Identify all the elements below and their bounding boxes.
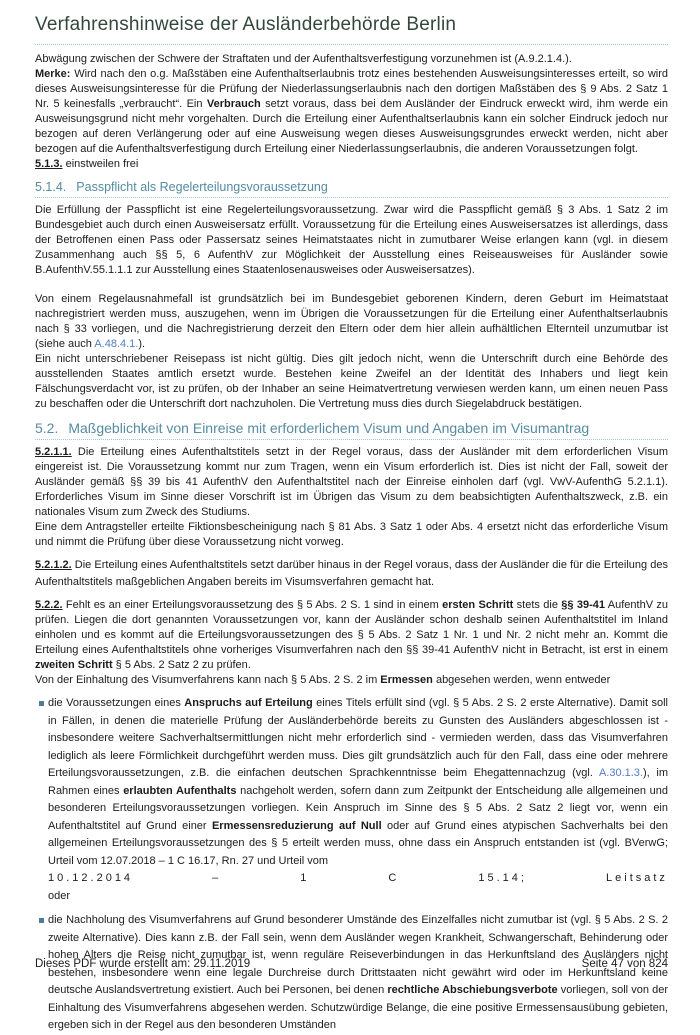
text-segment: Fehlt es an einer Erteilungsvoraussetzung des § 5 Abs. 2 S. 1 sind in einem (62, 599, 443, 611)
text-segment: Die Erteilung eines Aufenthaltstitels setzt in der Regel voraus, dass der Ausländer mit dem erforderlichen Visum eingereist ist. Die Voraussetzung kommt nur zum Tragen, wenn ein Visum erforderlich ist. Dies ist nicht der Fall, soweit der Ausländer gemäß §§ 39 bis 41 AufenthV den Aufenthaltstitel nach der Einreise einholen darf (vgl. VwV-AufenthG 5.2.1.1). Erforderliches Visum im Sinne dieser Vorschrift ist im Übrigen das Visum zu dem beabsichtigten Aufenthaltszweck, z.B. ein nationales Visum zum Zweck des Studiums. (35, 446, 668, 518)
text-segment: Ein nicht unterschriebener Reisepass ist nicht gültig. Dies gilt jedoch nicht, wenn die Unterschrift durch eine Behörde des ausstellenden Staates amtlich ersetzt wurde. Bestehen keine Zweifel an der Identität des Inhabers und liegt kein Fälschungsverdacht vor, ist zu prüfen, ob der Inhaber an seine Heimatvertretung verwiesen werden kann, um einen neuen Pass zu beschaffen oder die Unterschrift dort nachzuholen. Die Vertretung muss dies durch Siegelabdruck bestätigen. (35, 353, 668, 410)
footer-page-number: Seite 47 von 824 (581, 958, 668, 970)
text-segment: stets die (513, 599, 562, 611)
paragraph (35, 445, 668, 550)
text-segment: vorliegen, soll von der Einhaltung des Visumverfahrens abgesehen werden. Schutzwürdige Belange, die eine positive Ermessensausübung gebieten, ergeben sich in der Regel aus den besonderen Umständen (48, 984, 668, 1031)
page-footer (35, 958, 668, 970)
bullet-square-icon (39, 701, 44, 706)
text-segment: Merke: (35, 68, 71, 80)
text-segment: ), im Rahmen eines (48, 767, 668, 797)
text-segment: die Nachholung des Visumverfahrens auf Grund besonderer Umstände des Einzelfalles nicht zumutbar ist (vgl. § 5 Abs. 2 S. 2 zweite Alternative). Dies kann z.B. der Fall sein, wenn dem Ausländer wegen Krankheit, Schwangerschaft, Behinderung oder hohen Alters die Reise nicht zumutbar ist, wenn reguläre Reiseverbindungen in das Herkunftsland des Ausländers nicht bestehen, insbesondere wenn eine legale Durchreise durch Drittstaaten nicht gewährt wird oder im Herkunftsland keine deutsche Auslandsvertretung existiert. Auch bei Personen, bei denen (48, 914, 668, 996)
text-segment: Leitsatz (606, 872, 668, 884)
text-segment: Eine dem Antragsteller erteilte Fiktionsbescheinigung nach § 81 Abs. 3 Satz 1 oder Abs. 4 ersetzt nicht das erforderliche Visum und nimmt die Prüfung über diese Voraussetzung nicht vorweg. (35, 521, 668, 548)
text-segment: abgesehen werden, wenn entweder (432, 674, 611, 686)
text-segment: Von der Einhaltung des Visumverfahrens kann nach § 5 Abs. 2 S. 2 im (35, 674, 381, 686)
text-segment: Wird nach den o.g. Maßstäben eine Aufenthaltserlaubnis trotz eines bestehenden Ausweisungsinteresses erteilt, so wird dieses Ausweisungsinteresse für die Prüfung der Niederlassungserlaubnis nach den dortigen Maßstäben des § 9 Abs. 2 Satz 1 Nr. 5 keinesfalls „verbraucht“. Ein (35, 68, 668, 110)
text-segment: – (212, 872, 222, 884)
text-segment: eines Titels erfüllt sind (vgl. § 5 Abs. 2 S. 2 erste Alternative). Damit soll in Fällen, in denen die materielle Prüfung der Ausländerbehörde bereits zu Gunsten des Ausländers abgeschlossen ist - insbesondere weitere Sachverhaltsermittlungen nicht mehr erforderlich sind - vermieden werden, dass das Visumverfahren lediglich als leere Förmlichkeit durchgeführt werden muss. Dies gilt grundsätzlich auch für den Fall, dass eine oder mehrere Erteilungsvoraussetzungen, z.B. die einfachen deutschen Sprachkenntnisse beim Ehegattennachzug (vgl. (48, 697, 668, 779)
text-segment: oder auf Grund eines atypischen Sachverhalts bei den allgemeinen Erteilungsvoraussetzungen des § 5 erteilt werden muss, ohne dass ein Anspruch entstanden ist (vgl. BVerwG; Urteil vom 12.07.2018 – 1 C 16.17, Rn. 27 und Urteil vom (48, 819, 668, 867)
paragraph (35, 52, 668, 157)
document-body (35, 52, 668, 1035)
text-segment: 5.2.1.1. (35, 446, 72, 458)
text-segment: §§ 39-41 (561, 599, 606, 611)
text-segment: Ermessen (380, 674, 433, 686)
paragraph (35, 157, 668, 172)
text-segment: 10.12.2014 (48, 872, 134, 884)
page-title: Verfahrenshinweise der Ausländerbehörde Berlin (35, 10, 668, 45)
text-segment: nachgeholt werden, sofern dann zum Zeitpunkt der Entscheidung alle allgemeinen und besonderen Erteilungsvoraussetzungen vorliegen. Kein Anspruch im Sinne des § 5 Abs. 2 Satz 2 liegt vor, wenn ein Aufenthaltstitel auf Grund einer (48, 784, 668, 832)
section-number: 5.2. (35, 420, 59, 436)
paragraph (35, 557, 668, 591)
section-number: 5.1.4. (35, 180, 67, 194)
text-segment: erlaubten Aufenthalts (123, 784, 237, 797)
text-segment: einstweilen frei (62, 158, 139, 170)
text-segment: die Voraussetzungen eines (48, 697, 185, 709)
text-segment: Ermessensreduzierung auf Null (211, 819, 382, 832)
bullet-item (35, 695, 668, 905)
cross-reference-link[interactable]: A.30.1.3. (598, 767, 643, 779)
text-segment: Anspruchs auf Erteilung (184, 697, 313, 709)
text-segment: § 5 Abs. 2 Satz 2 zu prüfen. (112, 659, 251, 671)
text-segment: zweiten Schritt (35, 659, 113, 671)
blank-line (35, 278, 668, 292)
text-segment: Abwägung zwischen der Schwere der Straftaten und der Aufenthaltsverfestigung vorzunehmen ist (A.9.2.1.4.). (35, 53, 572, 65)
text-segment: 1 (300, 872, 310, 884)
footer-created-date: Dieses PDF wurde erstellt am: 29.11.2019 (35, 958, 251, 970)
text-segment: ersten Schritt (442, 599, 514, 611)
text-segment: setzt voraus, dass bei dem Ausländer der Eindruck erweckt wird, ihm werde ein Ausweisungsgrund nicht mehr vorgehalten. Durch die Erteilung einer Aufenthaltserlaubnis kann ein solcher Eindruck jedoch nur bezogen auf deren Verlängerung oder auf eine Ausweisung wegen dieses Ausweisungsgrundes erweckt werden, nicht aber bezogen auf die Aufenthaltsverfestigung durch Erteilung einer Niederlassungserlaubnis, die anderen Voraussetzungen folgt. (35, 98, 668, 155)
text-segment: oder (48, 889, 71, 902)
paragraph (35, 203, 668, 278)
text-segment: 5.2.1.2. (35, 559, 72, 571)
bullet-square-icon (39, 918, 44, 923)
text-segment: 15.14; (478, 872, 527, 884)
cross-reference-link[interactable]: A.48.4.1. (94, 338, 139, 350)
paragraph (35, 352, 668, 412)
bullet-text (48, 695, 668, 905)
section-heading (35, 180, 668, 198)
section-title: Passpflicht als Regelerteilungsvoraussetzung (76, 180, 328, 194)
section-title: Maßgeblichkeit von Einreise mit erforderlichem Visum und Angaben im Visumantrag (68, 420, 590, 436)
text-segment: AufenthV zu prüfen. Liegen die dort genannten Voraussetzungen vor, kann der Ausländer schon deshalb seinen Aufenthaltstitel im Inland einholen und es kommt auf die Erteilungsvoraussetzungen des § 5 Abs. 2 Satz 1 Nr. 1 und Nr. 2 nicht mehr an. Kommt die Erteilung eines Aufenthaltstitels ohne vorheriges Visumverfahren nach den §§ 39-41 AufenthV nicht in Betracht, ist erst in einem (35, 599, 669, 656)
text-segment: ). (138, 338, 146, 350)
paragraph (35, 292, 668, 352)
section-heading (35, 420, 668, 440)
text-segment: 5.1.3. (35, 158, 63, 170)
text-segment: Verbrauch (206, 98, 261, 110)
text-segment: C (388, 872, 400, 884)
bullet-text (48, 912, 668, 1035)
text-segment: 5.2.2. (35, 599, 63, 611)
text-segment: Von einem Regelausnahmefall ist grundsätzlich bei im Bundesgebiet geborenen Kindern, deren Geburt im Heimatstaat nachregistriert werden muss, auszugehen, wenn im Übrigen die Voraussetzungen für die Erteilung einer Aufenthaltserlaubnis nach § 33 vorliegen, und die Nachregistrierung derzeit den Eltern oder dem hier allein aufhältlichen Elternteil unzumutbar ist (siehe auch (35, 293, 668, 350)
paragraph (35, 598, 668, 688)
justified-citation-line (48, 870, 668, 888)
text-segment: Die Erfüllung der Passpflicht ist eine Regelerteilungsvoraussetzung. Zwar wird die Passpflicht gemäß § 3 Abs. 1 Satz 2 im Bundesgebiet auch durch einen Ausweisersatz erfüllt. Voraussetzung für die Erteilung eines Ausweisersatzes ist allerdings, dass der Betroffenen einen Pass oder Passersatz seines Heimatstaates nicht in zumutbarer Weise erlangen kann (vgl. in diesem Zusammenhang auch §§ 5, 6 AufenthV zur Möglichkeit der Ausstellung eines Reiseausweises für Ausländer sowie B.AufenthV.55.1.1.1 zur Ausstellung eines Staatenlosenausweises oder Ausweisersatzes). (35, 204, 668, 276)
text-segment: Die Erteilung eines Aufenthaltstitels setzt darüber hinaus in der Regel voraus, dass der Ausländer die für die Erteilung des Aufenthaltstitels maßgeblichen Angaben bereits im Visumsverfahren gemacht hat. (35, 559, 668, 588)
text-segment: rechtliche Abschiebungsverbote (387, 984, 558, 996)
bullet-item (35, 912, 668, 1035)
